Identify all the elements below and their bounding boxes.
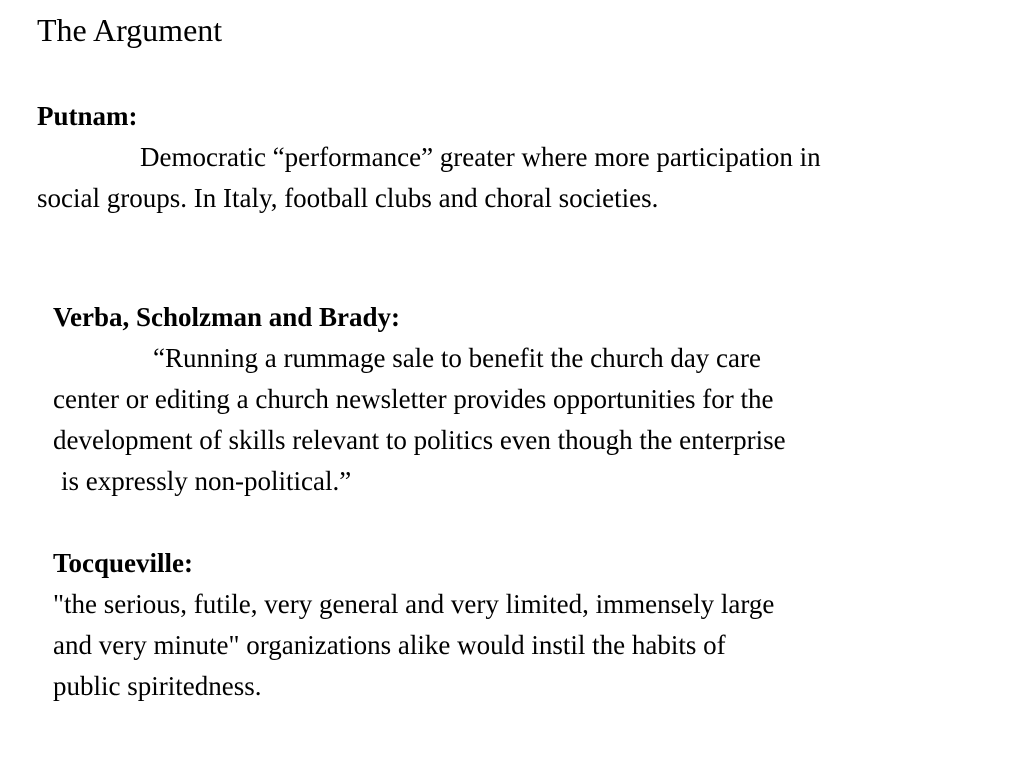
verba-line-1: “Running a rummage sale to benefit the church day care <box>153 343 762 373</box>
tocqueville-line-2: and very minute" organizations alike would instil the habits of <box>53 630 726 660</box>
tocqueville-section <box>53 543 774 707</box>
verba-section <box>53 297 786 502</box>
putnam-line-2: social groups. In Italy, football clubs and choral societies. <box>37 183 659 213</box>
putnam-section <box>37 96 821 219</box>
verba-line-2: center or editing a church newsletter provides opportunities for the <box>53 384 774 414</box>
putnam-heading: Putnam: <box>37 101 138 131</box>
verba-line-3: development of skills relevant to politics even though the enterprise <box>53 425 786 455</box>
slide-title: The Argument <box>37 12 223 48</box>
tocqueville-line-3: public spiritedness. <box>53 671 262 701</box>
verba-line-4: is expressly non-political.” <box>61 466 352 496</box>
tocqueville-line-1: "the serious, futile, very general and very limited, immensely large <box>53 589 775 619</box>
verba-heading: Verba, Scholzman and Brady: <box>53 302 401 332</box>
tocqueville-heading: Tocqueville: <box>53 548 194 578</box>
putnam-line-1: Democratic “performance” greater where more participation in <box>140 142 821 172</box>
